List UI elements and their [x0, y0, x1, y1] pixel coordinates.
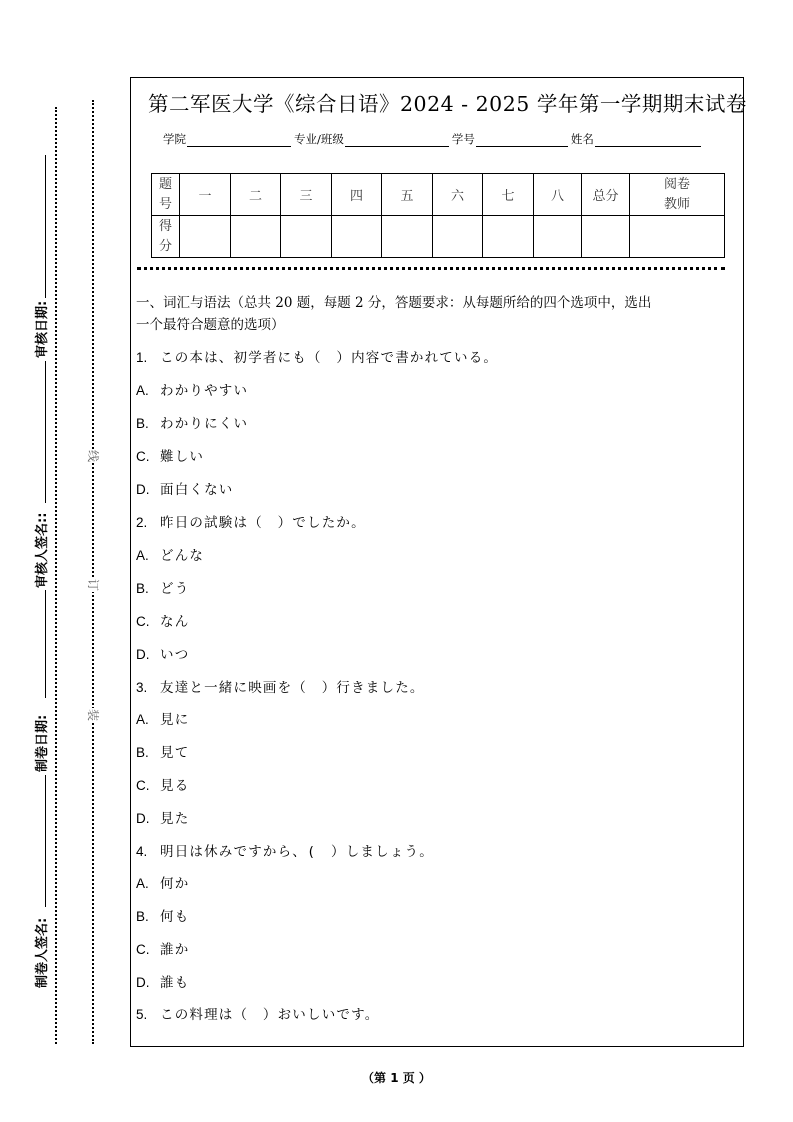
- option-key: D.: [136, 811, 150, 826]
- score-cell-5[interactable]: [382, 216, 433, 258]
- option-4b[interactable]: [136, 905, 189, 925]
- option-key: D.: [136, 647, 150, 662]
- paper-maker-signature-label: 制卷人签名:: [35, 917, 50, 988]
- separator-dotted-line: [137, 267, 725, 270]
- question-number: 2.: [136, 515, 148, 530]
- page-number: （第 1 页 ）: [362, 1071, 431, 1085]
- option-text: 誰か: [160, 942, 190, 958]
- binding-char-bind: 订: [86, 578, 100, 591]
- grader-label: 教师: [663, 196, 690, 212]
- score-cell-3[interactable]: [281, 216, 332, 258]
- row-header-question-number: [152, 174, 180, 216]
- col-header-5: 五: [382, 174, 433, 216]
- option-text: わかりやすい: [160, 383, 249, 399]
- score-cell-7[interactable]: [483, 216, 534, 258]
- binding-dotted-line-inner: [92, 100, 94, 1044]
- option-key: A.: [136, 876, 149, 891]
- question-1: [136, 346, 498, 366]
- student-id-field[interactable]: [476, 133, 568, 147]
- question-text: 昨日の試験は（ ）でしたか。: [160, 515, 366, 531]
- exam-title: 第二军医大学《综合日语》2024 - 2025 学年第一学期期末试卷: [148, 92, 747, 116]
- signature-line: [45, 590, 46, 698]
- option-key: C.: [136, 942, 150, 957]
- signature-line: [45, 775, 46, 907]
- question-3: [136, 676, 425, 696]
- section-heading-line-2: 一个最符合题意的选项）: [136, 317, 285, 333]
- name-label: 姓名: [570, 132, 594, 146]
- col-header-7: 七: [483, 174, 534, 216]
- option-text: 難しい: [160, 449, 205, 465]
- major-class-label: 专业/班级: [294, 132, 344, 146]
- option-text: どんな: [160, 548, 205, 564]
- row-header-char: 得: [158, 218, 172, 234]
- col-header-total: 总分: [582, 174, 630, 216]
- score-cell-6[interactable]: [433, 216, 483, 258]
- score-cell-4[interactable]: [332, 216, 382, 258]
- option-key: D.: [136, 975, 150, 990]
- option-3b[interactable]: [136, 741, 189, 761]
- option-text: どう: [160, 581, 190, 597]
- option-key: A.: [136, 383, 149, 398]
- option-key: C.: [136, 778, 150, 793]
- review-date-label: 审核日期:: [35, 300, 50, 358]
- reviewer-signature-label: 审核人签名::: [35, 512, 50, 588]
- binding-char-install: 装: [86, 708, 100, 721]
- section-heading-line-1: 一、词汇与语法（总共 20 题，每题 2 分，答题要求：从每题所给的四个选项中，选出: [136, 295, 652, 311]
- question-number: 5.: [136, 1007, 148, 1022]
- option-text: 見て: [160, 745, 190, 761]
- option-1a[interactable]: [136, 379, 248, 399]
- option-text: いつ: [160, 647, 190, 663]
- option-key: B.: [136, 909, 149, 924]
- option-text: わかりにくい: [160, 416, 249, 432]
- col-header-4: 四: [332, 174, 382, 216]
- score-table-score-row: [152, 216, 725, 258]
- option-text: 何も: [160, 909, 190, 925]
- binding-char-line: 线: [86, 449, 100, 462]
- option-1c[interactable]: [136, 445, 204, 465]
- option-text: 誰も: [160, 975, 190, 991]
- col-header-1: 一: [180, 174, 231, 216]
- option-text: 見る: [160, 778, 190, 794]
- option-key: B.: [136, 745, 149, 760]
- option-4a[interactable]: [136, 872, 189, 892]
- signature-line: [45, 155, 46, 298]
- row-header-char: 分: [158, 238, 172, 254]
- score-cell-grader[interactable]: [630, 216, 725, 258]
- major-class-field[interactable]: [345, 133, 449, 147]
- option-2c[interactable]: [136, 610, 189, 630]
- option-key: D.: [136, 482, 150, 497]
- option-text: 見に: [160, 712, 190, 728]
- option-key: C.: [136, 449, 150, 464]
- college-label: 学院: [163, 132, 186, 146]
- option-key: C.: [136, 614, 150, 629]
- row-header-char: 题: [158, 176, 172, 192]
- question-number: 3.: [136, 680, 148, 695]
- score-table-header-row: [152, 174, 725, 216]
- option-1b[interactable]: [136, 412, 248, 432]
- col-header-grader: [630, 174, 725, 216]
- question-2: [136, 511, 366, 531]
- option-text: 見た: [160, 811, 190, 827]
- col-header-3: 三: [281, 174, 332, 216]
- row-header-char: 号: [158, 196, 172, 212]
- student-id-label: 学号: [451, 132, 475, 146]
- option-2a[interactable]: [136, 544, 204, 564]
- signature-line: [45, 361, 46, 503]
- score-cell-8[interactable]: [534, 216, 582, 258]
- question-text: この料理は（ ）おいしいです。: [160, 1007, 380, 1023]
- option-3c[interactable]: [136, 774, 189, 794]
- option-text: 何か: [160, 876, 190, 892]
- col-header-8: 八: [534, 174, 582, 216]
- college-field[interactable]: [187, 133, 291, 147]
- option-key: B.: [136, 581, 149, 596]
- col-header-6: 六: [433, 174, 483, 216]
- name-field[interactable]: [595, 133, 701, 147]
- row-header-score: [152, 216, 180, 258]
- question-text: この本は、初学者にも（ ）内容で書かれている。: [160, 350, 499, 366]
- option-4d[interactable]: [136, 971, 189, 991]
- option-text: 面白くない: [160, 482, 234, 498]
- question-5: [136, 1003, 379, 1023]
- score-cell-total[interactable]: [582, 216, 630, 258]
- score-table: [151, 173, 725, 258]
- score-cell-2[interactable]: [231, 216, 281, 258]
- option-text: なん: [160, 614, 190, 630]
- option-key: A.: [136, 712, 149, 727]
- question-4: [136, 840, 434, 860]
- option-2b[interactable]: [136, 577, 189, 597]
- score-cell-1[interactable]: [180, 216, 231, 258]
- student-info-row: [163, 131, 704, 147]
- option-3d[interactable]: [136, 807, 189, 827]
- option-2d[interactable]: [136, 643, 189, 663]
- col-header-2: 二: [231, 174, 281, 216]
- question-number: 4.: [136, 844, 148, 859]
- grader-label: 阅卷: [663, 176, 690, 192]
- question-text: 友達と一緒に映画を（ ）行きました。: [160, 680, 425, 696]
- question-text: 明日は休みですから、( ）しましょう。: [160, 844, 434, 860]
- option-3a[interactable]: [136, 708, 189, 728]
- option-1d[interactable]: [136, 478, 234, 498]
- binding-dotted-line-outer: [55, 107, 57, 1044]
- option-key: B.: [136, 416, 149, 431]
- paper-date-label: 制卷日期:: [35, 714, 50, 772]
- option-4c[interactable]: [136, 938, 189, 958]
- option-key: A.: [136, 548, 149, 563]
- section-heading: [136, 292, 736, 336]
- question-number: 1.: [136, 350, 148, 365]
